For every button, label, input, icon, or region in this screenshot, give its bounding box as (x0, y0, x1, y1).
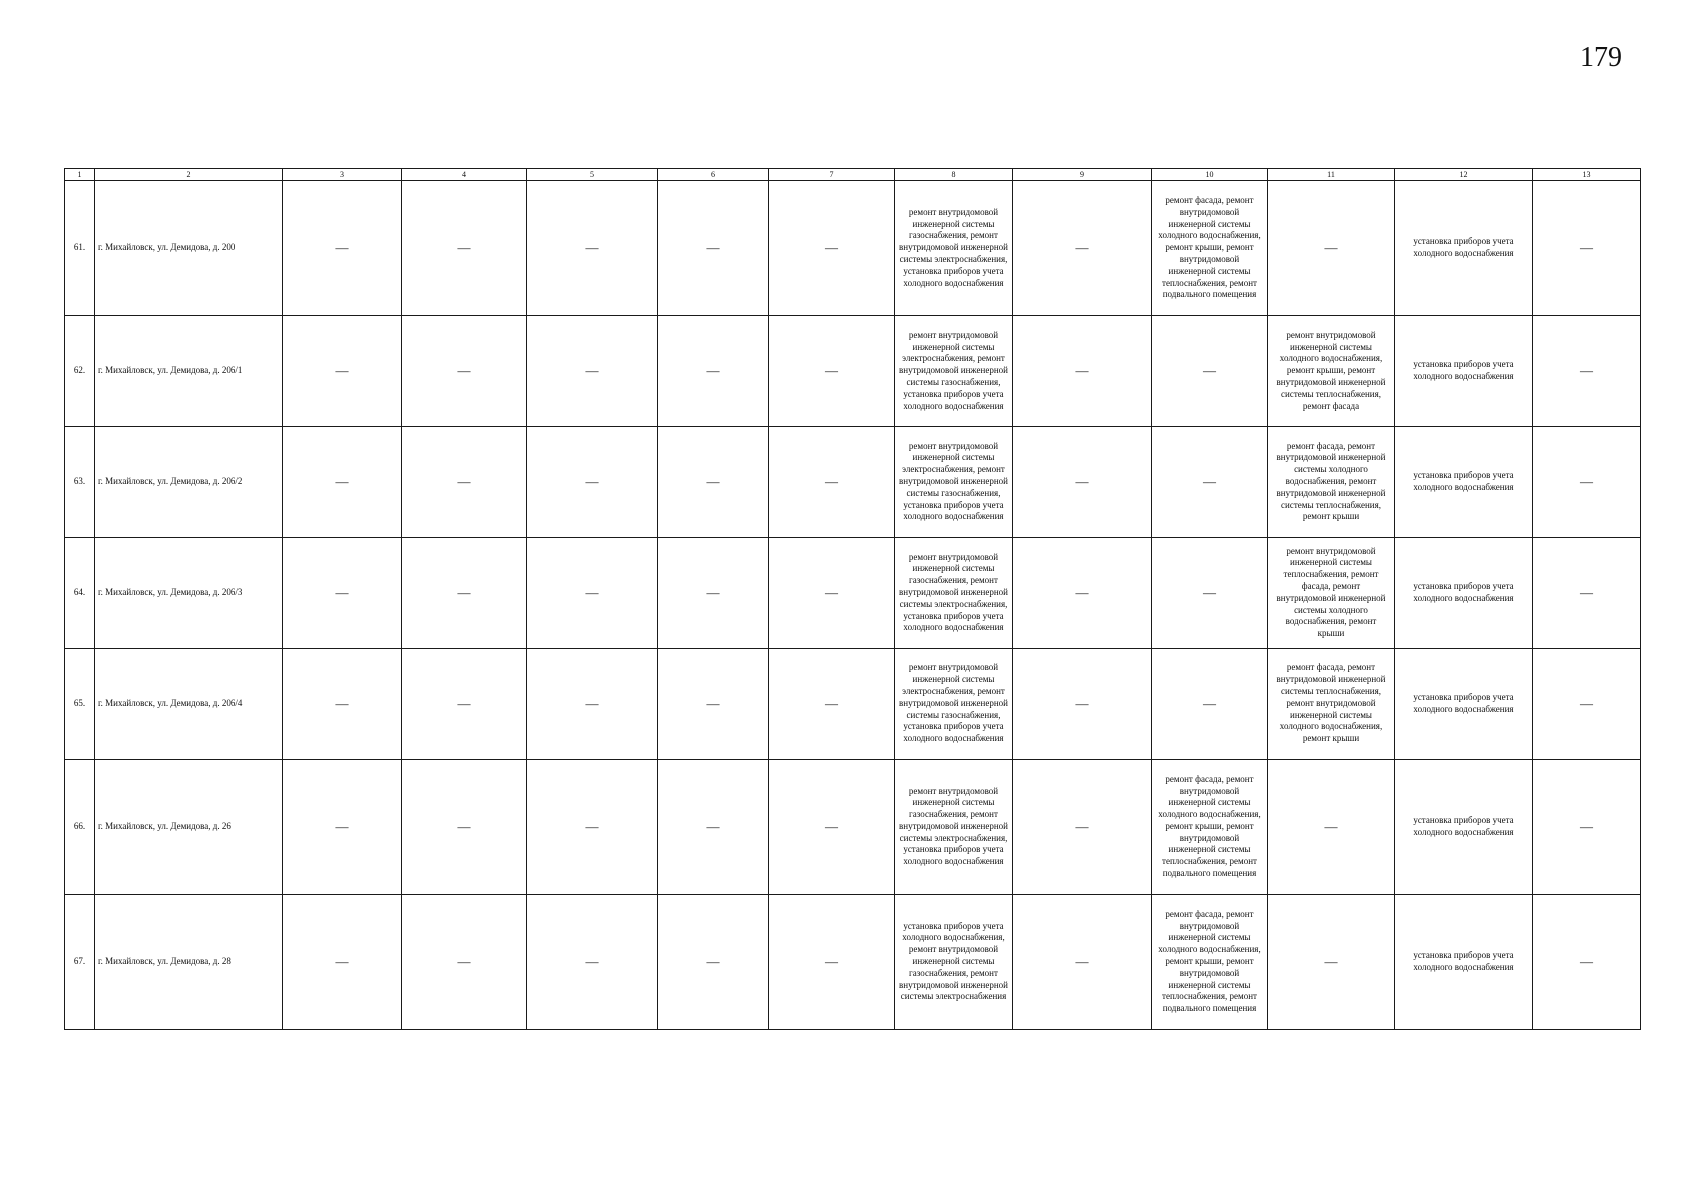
table-cell: — (527, 181, 658, 316)
table-cell: — (658, 648, 769, 759)
column-number: 9 (1013, 169, 1152, 181)
table-cell: установка приборов учета холодного водоснабжения (1395, 759, 1533, 894)
table-cell: — (1152, 648, 1268, 759)
table-cell: — (769, 894, 895, 1029)
table-cell: — (527, 316, 658, 427)
table-row (65, 894, 1641, 1029)
table-row (65, 537, 1641, 648)
table-cell: — (1152, 427, 1268, 538)
table-cell: — (402, 648, 527, 759)
row-number: 67. (65, 894, 95, 1029)
column-number: 2 (95, 169, 283, 181)
table-cell: — (658, 427, 769, 538)
address-cell: г. Михайловск, ул. Демидова, д. 206/1 (95, 316, 283, 427)
table-cell: ремонт фасада, ремонт внутридомовой инженерной системы теплоснабжения, ремонт внутридомовой инженерной системы холодного водоснабжения, ремонт крыши (1268, 648, 1395, 759)
table-cell: — (1533, 537, 1641, 648)
table-cell: — (283, 427, 402, 538)
table-cell: ремонт внутридомовой инженерной системы газоснабжения, ремонт внутридомовой инженерной системы электроснабжения, установка приборов учета холодного водоснабжения (895, 537, 1013, 648)
table-cell: — (1268, 894, 1395, 1029)
table-cell: — (1533, 427, 1641, 538)
table-cell: — (658, 759, 769, 894)
table-cell: — (1152, 316, 1268, 427)
table-cell: ремонт внутридомовой инженерной системы теплоснабжения, ремонт фасада, ремонт внутридомовой инженерной системы холодного водоснабжения, ремонт крыши (1268, 537, 1395, 648)
column-number: 8 (895, 169, 1013, 181)
table-row (65, 427, 1641, 538)
table-cell: — (527, 648, 658, 759)
table-cell: — (527, 427, 658, 538)
table-cell: установка приборов учета холодного водоснабжения (1395, 648, 1533, 759)
table-cell: ремонт фасада, ремонт внутридомовой инженерной системы холодного водоснабжения, ремонт крыши, ремонт внутридомовой инженерной системы теплоснабжения, ремонт подвального помещения (1152, 181, 1268, 316)
table-cell: ремонт внутридомовой инженерной системы газоснабжения, ремонт внутридомовой инженерной системы электроснабжения, установка приборов учета холодного водоснабжения (895, 759, 1013, 894)
row-number: 63. (65, 427, 95, 538)
column-number: 6 (658, 169, 769, 181)
table-cell: — (1268, 181, 1395, 316)
table-cell: ремонт фасада, ремонт внутридомовой инженерной системы холодного водоснабжения, ремонт крыши, ремонт внутридомовой инженерной системы теплоснабжения, ремонт подвального помещения (1152, 759, 1268, 894)
column-number: 10 (1152, 169, 1268, 181)
table-cell: — (1013, 316, 1152, 427)
table-cell: ремонт внутридомовой инженерной системы электроснабжения, ремонт внутридомовой инженерной системы газоснабжения, установка приборов учета холодного водоснабжения (895, 427, 1013, 538)
table-cell: установка приборов учета холодного водоснабжения (1395, 537, 1533, 648)
column-number: 4 (402, 169, 527, 181)
table-cell: — (283, 894, 402, 1029)
table-cell: — (283, 759, 402, 894)
column-number: 11 (1268, 169, 1395, 181)
table-cell: — (402, 894, 527, 1029)
table-cell: — (769, 181, 895, 316)
address-cell: г. Михайловск, ул. Демидова, д. 200 (95, 181, 283, 316)
table-cell: — (283, 537, 402, 648)
table-cell: — (1013, 894, 1152, 1029)
table-cell: — (1533, 316, 1641, 427)
table-cell: — (283, 648, 402, 759)
table-cell: — (1013, 537, 1152, 648)
table-cell: — (769, 759, 895, 894)
address-cell: г. Михайловск, ул. Демидова, д. 26 (95, 759, 283, 894)
row-number: 62. (65, 316, 95, 427)
page-number: 179 (1580, 42, 1622, 73)
table-cell: — (402, 316, 527, 427)
column-number: 3 (283, 169, 402, 181)
table-cell: — (283, 181, 402, 316)
table-cell: — (1152, 537, 1268, 648)
table-row (65, 181, 1641, 316)
table-cell: — (658, 181, 769, 316)
table-row (65, 759, 1641, 894)
table-cell: — (769, 316, 895, 427)
table-cell: — (658, 894, 769, 1029)
table-cell: — (1013, 427, 1152, 538)
table-cell: ремонт фасада, ремонт внутридомовой инженерной системы холодного водоснабжения, ремонт крыши, ремонт внутридомовой инженерной системы теплоснабжения, ремонт подвального помещения (1152, 894, 1268, 1029)
table-cell: — (1533, 181, 1641, 316)
table-cell: ремонт фасада, ремонт внутридомовой инженерной системы холодного водоснабжения, ремонт внутридомовой инженерной системы теплоснабжения, ремонт крыши (1268, 427, 1395, 538)
table-cell: — (402, 759, 527, 894)
table-cell: — (402, 537, 527, 648)
table-cell: — (658, 537, 769, 648)
table-cell: установка приборов учета холодного водоснабжения (1395, 427, 1533, 538)
table-cell: установка приборов учета холодного водоснабжения (1395, 894, 1533, 1029)
table-cell: — (402, 181, 527, 316)
table-cell: — (1533, 759, 1641, 894)
table-cell: ремонт внутридомовой инженерной системы электроснабжения, ремонт внутридомовой инженерной системы газоснабжения, установка приборов учета холодного водоснабжения (895, 648, 1013, 759)
table-cell: — (1013, 759, 1152, 894)
table-cell: — (283, 316, 402, 427)
column-number: 7 (769, 169, 895, 181)
table-cell: ремонт внутридомовой инженерной системы газоснабжения, ремонт внутридомовой инженерной системы электроснабжения, установка приборов учета холодного водоснабжения (895, 181, 1013, 316)
table-cell: — (658, 316, 769, 427)
table-cell: — (527, 759, 658, 894)
table-cell: ремонт внутридомовой инженерной системы холодного водоснабжения, ремонт крыши, ремонт внутридомовой инженерной системы теплоснабжения, ремонт фасада (1268, 316, 1395, 427)
table-cell: — (527, 894, 658, 1029)
table-cell: — (769, 537, 895, 648)
table-cell: — (769, 648, 895, 759)
address-cell: г. Михайловск, ул. Демидова, д. 28 (95, 894, 283, 1029)
repair-schedule-table (64, 168, 1641, 1030)
table-cell: — (1533, 894, 1641, 1029)
row-number: 65. (65, 648, 95, 759)
table-cell: — (527, 537, 658, 648)
row-number: 64. (65, 537, 95, 648)
column-number: 12 (1395, 169, 1533, 181)
column-number-row (65, 169, 1641, 181)
table-cell: установка приборов учета холодного водоснабжения (1395, 316, 1533, 427)
column-number: 13 (1533, 169, 1641, 181)
table-row (65, 316, 1641, 427)
table-row (65, 648, 1641, 759)
table-cell: — (769, 427, 895, 538)
table-cell: ремонт внутридомовой инженерной системы электроснабжения, ремонт внутридомовой инженерной системы газоснабжения, установка приборов учета холодного водоснабжения (895, 316, 1013, 427)
table-cell: — (1533, 648, 1641, 759)
column-number: 5 (527, 169, 658, 181)
address-cell: г. Михайловск, ул. Демидова, д. 206/4 (95, 648, 283, 759)
table-cell: установка приборов учета холодного водоснабжения (1395, 181, 1533, 316)
table-cell: установка приборов учета холодного водоснабжения, ремонт внутридомовой инженерной системы газоснабжения, ремонт внутридомовой инженерной системы электроснабжения (895, 894, 1013, 1029)
table-cell: — (1013, 181, 1152, 316)
address-cell: г. Михайловск, ул. Демидова, д. 206/3 (95, 537, 283, 648)
table-cell: — (402, 427, 527, 538)
address-cell: г. Михайловск, ул. Демидова, д. 206/2 (95, 427, 283, 538)
table-cell: — (1268, 759, 1395, 894)
table-cell: — (1013, 648, 1152, 759)
row-number: 66. (65, 759, 95, 894)
row-number: 61. (65, 181, 95, 316)
column-number: 1 (65, 169, 95, 181)
